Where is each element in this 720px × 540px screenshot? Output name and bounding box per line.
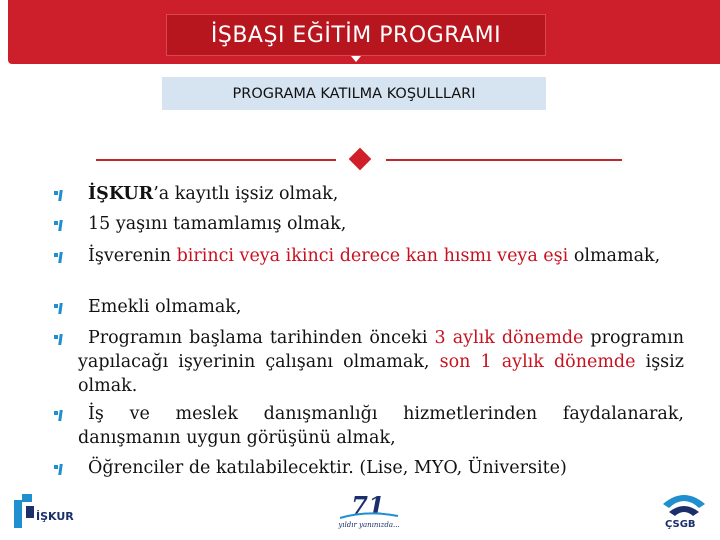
list-item-text <box>78 182 684 206</box>
highlighted-text: birinci veya ikinci derece kan hısmı veya eşi <box>176 246 569 266</box>
body-text: Öğrenciler de katılabilecektir. (Lise, MYO, Üniversite) <box>88 458 567 478</box>
section-subtitle: PROGRAMA KATILMA KOŞULLLARI <box>162 77 546 110</box>
iskur-logo-text: İŞKUR <box>36 510 74 523</box>
list-item-text <box>78 212 684 236</box>
i-bullet-icon <box>54 299 66 315</box>
body-text: Programın başlama tarihinden önceki <box>88 328 435 348</box>
body-text: ’a kayıtlı işsiz olmak, <box>153 184 339 204</box>
list-item-text <box>78 244 684 268</box>
list-item-text <box>78 295 684 319</box>
title-pointer-icon <box>351 56 361 62</box>
body-text: olmamak, <box>568 246 661 266</box>
i-bullet-icon <box>54 460 66 476</box>
csgb-logo-text: ÇSGB <box>665 519 696 530</box>
divider-right <box>386 159 622 161</box>
highlighted-text: son 1 aylık dönemde <box>439 352 636 372</box>
body-text: Emekli olmamak, <box>88 297 242 317</box>
i-bullet-icon <box>54 216 66 232</box>
i-bullet-icon <box>54 330 66 346</box>
anniversary-number: 71 <box>351 491 385 520</box>
anniversary-caption: yıldır yanınızda... <box>338 521 400 529</box>
body-text: İşverenin <box>88 246 177 266</box>
page-title: İŞBAŞI EĞİTİM PROGRAMI <box>166 14 546 56</box>
body-text: işsiz olmak. <box>78 352 684 396</box>
body-text: programın yapılacağı işyerinin çalışanı olmamak, <box>78 328 684 372</box>
i-bullet-icon <box>54 248 66 264</box>
highlighted-text: 3 aylık dönemde <box>434 328 584 348</box>
list-item-text <box>78 456 684 480</box>
bold-text: İŞKUR <box>88 184 154 204</box>
diamond-icon <box>349 148 372 171</box>
anniversary-logo <box>328 490 408 536</box>
i-bullet-icon <box>54 406 66 422</box>
list-item-text <box>78 402 684 450</box>
i-bullet-icon <box>54 186 66 202</box>
list-item-text <box>78 326 684 398</box>
body-text: 15 yaşını tamamlamış olmak, <box>88 214 347 234</box>
body-text: İş ve meslek danışmanlığı hizmetlerinden faydalanarak, danışmanın uygun görüşünü almak, <box>78 404 684 448</box>
divider-left <box>96 159 336 161</box>
